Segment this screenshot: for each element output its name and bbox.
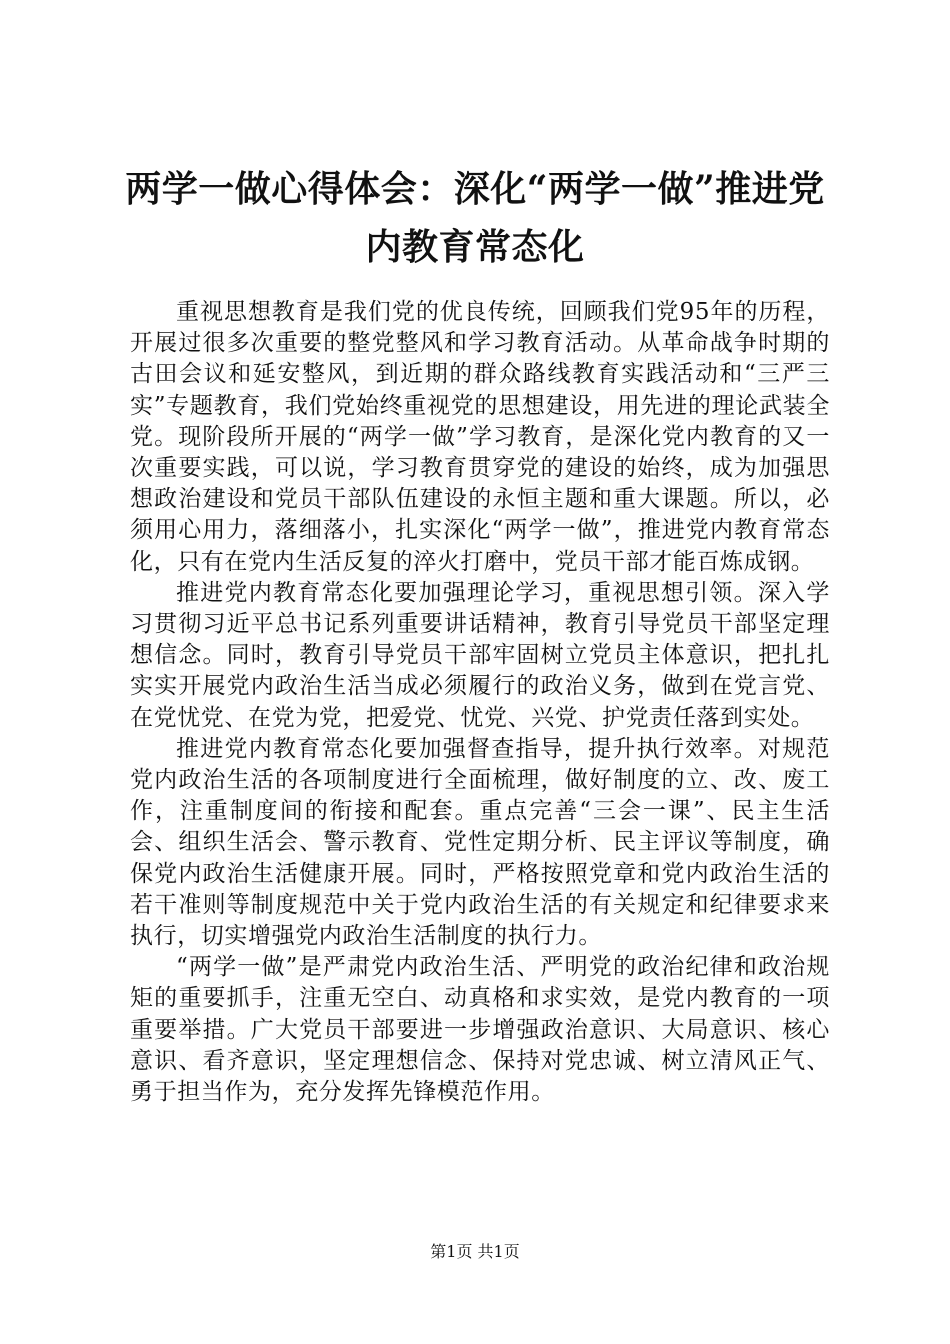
paragraph: 推进党内教育常态化要加强理论学习，重视思想引领。深入学习贯彻习近平总书记系列重要讲话精神，教育引导党员干部坚定理想信念。同时，教育引导党员干部牢固树立党员主体意识，把扎扎实实开展党内政治生活当成必须履行的政治义务，做到在党言党、在党忧党、在党为党，把爱党、忧党、兴党、护党责任落到实处。 <box>130 579 830 731</box>
document-body <box>130 297 830 1108</box>
paragraph: “两学一做”是严肃党内政治生活、严明党的政治纪律和政治规矩的重要抓手，注重无空白、动真格和求实效，是党内教育的一项重要举措。广大党员干部要进一步增强政治意识、大局意识、核心意识、看齐意识，坚定理想信念、保持对党忠诚、树立清风正气、勇于担当作为，充分发挥先锋模范作用。 <box>130 954 830 1106</box>
document-title: 两学一做心得体会：深化“两学一做”推进党内教育常态化 <box>125 168 825 268</box>
page-footer: 第1页 共1页 <box>430 1242 520 1261</box>
paragraph: 推进党内教育常态化要加强督查指导，提升执行效率。对规范党内政治生活的各项制度进行全面梳理，做好制度的立、改、废工作，注重制度间的衔接和配套。重点完善“三会一课”、民主生活会、组织生活会、警示教育、党性定期分析、民主评议等制度，确保党内政治生活健康开展。同时，严格按照党章和党内政治生活的若干准则等制度规范中关于党内政治生活的有关规定和纪律要求来执行，切实增强党内政治生活制度的执行力。 <box>130 735 830 950</box>
paragraph: 重视思想教育是我们党的优良传统，回顾我们党95年的历程，开展过很多次重要的整党整风和学习教育活动。从革命战争时期的古田会议和延安整风，到近期的群众路线教育实践活动和“三严三实”专题教育，我们党始终重视党的思想建设，用先进的理论武装全党。现阶段所开展的“两学一做”学习教育，是深化党内教育的又一次重要实践，可以说，学习教育贯穿党的建设的始终，成为加强思想政治建设和党员干部队伍建设的永恒主题和重大课题。所以，必须用心用力，落细落小，扎实深化“两学一做”，推进党内教育常态化，只有在党内生活反复的淬火打磨中，党员干部才能百炼成钢。 <box>130 299 830 575</box>
